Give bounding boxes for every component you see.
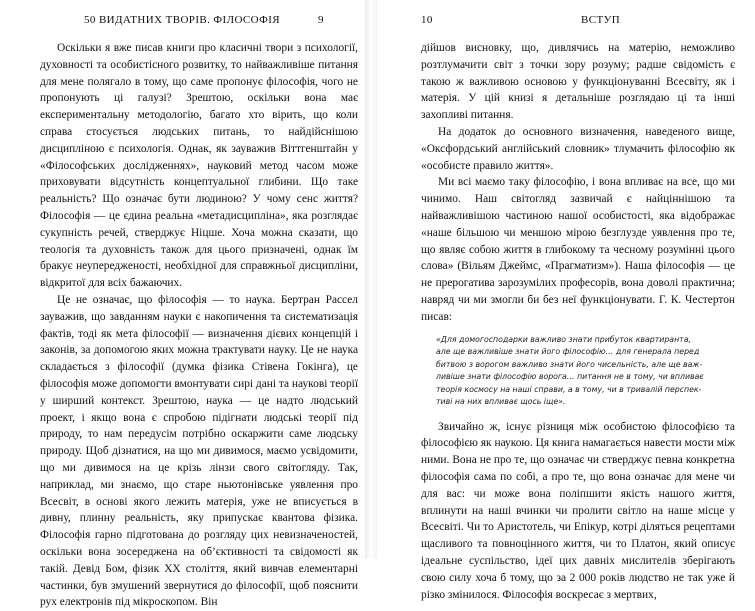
- body-paragraph: дійшов висновку, що, дивлячись на матерію, неможливо розтлумачити світ з точки зору розуму; радше свідомість є такою ж важливою основою у функціонуванні Всесвіту, як і матерія. У цій книзі я детальніше розглядаю ці та інші захопливі питання.: [421, 42, 735, 122]
- right-running-header: ВСТУП: [581, 14, 621, 26]
- left-page-body: [40, 40, 358, 611]
- left-running-header: 50 ВИДАТНИХ ТВОРІВ. ФІЛОСОФІЯ: [84, 14, 281, 26]
- body-paragraph: Оскільки я вже писав книги про класичні твори з психології, духовності та особистісного розвитку, то найважливіше питання для мене полягало в тому, що саме пропонує філософія, чого не пропонують ці галузі? Зрештою, оскільки вона має експериментальну методологію, багато хто вірить, що коли справа стосується людських питань, то найдійснішою дисципліною є психологія. Однак, як зауважив Віттгенштайн у «Філософських дослідженнях», науковий метод часом може приховувати відсутність концептуальної глибини. Що таке реальність? Що означає бути людиною? У чому сенс життя? Філософія — це єдина реальна «метадисципліна», яка розглядає сукупність речей, стверджує Ніцше. Хоча можна сказати, що теологія та духовність також для цього призначені, однак їм бракує неупередженості, необхідної для справжньої дисципліни, відкритої для всіх бажаючих.: [40, 42, 358, 290]
- quote-line: «Для домогосподарки важливо знати прибуток квартиранта,: [436, 334, 691, 344]
- quote-line: але ще важливіше знати його філософію… для генерала перед: [436, 347, 700, 357]
- body-paragraph: На додаток до основного визначення, наведеного вище, «Оксфордський англійський словник» тлумачить філософію як «особисте правило життя».: [421, 125, 735, 172]
- chesterton-quote: [436, 334, 735, 409]
- body-paragraph: Звичайно ж, існує різниця між особистою філософією та філософією як наукою. Ця книга намагається навести мости між ними. Вона не про те, що означає чи стверджує певна конкретна філософія сама по собі, а про те, що вона означає для мене чи для вас: чи може вона поліпшити якість нашого життя, вплинути на наші вчинки чи пролити світло на наше місце у Всесвіті. Чи то Аристотель, чи Епікур, котрі діляться рецептами щасливого та повноцінного життя, чи то Платон, який описує ідеальне суспільство, ідеї цих давніх мислителів зберігають свою силу хоча б тому, що за 2 000 років людство не так уже й різко змінилося. Філософія воскресає з мертвих,: [421, 420, 735, 601]
- right-page-number: 10: [421, 14, 433, 26]
- left-page-number: 9: [318, 14, 324, 26]
- left-page: [0, 0, 362, 609]
- quote-line: ливіше знати філософію ворога… питання не в тому, чи впливає: [436, 372, 704, 382]
- right-page-body: [421, 40, 735, 603]
- quote-line: теорія космосу на наші справи, а в тому, чи в тривалій перспек-: [436, 384, 702, 394]
- right-page: [376, 0, 738, 601]
- quote-line: тиві на них впливає щось іще».: [436, 397, 566, 407]
- body-paragraph: Ми всі маємо таку філософію, і вона впливає на все, що ми чинимо. Наш світогляд зазвичай є найціннішою та найважливішою частиною нашої особистості, яка відображає «наше більшою чи меншою мірою безглузде уявлення про те, що являє собою життя в глибокому та чесному розумінні цього слова» (Вільям Джеймс, «Прагматизм»). Наша філософія — це не прерогатива зарозумілих професорів, вона доволі практична; навряд чи ми змогли би без неї функціонувати. Г. К. Честертон писав:: [421, 176, 735, 323]
- quote-line: битвою з ворогом важливо знати його чисельність, але ще важ-: [436, 359, 703, 369]
- body-paragraph: Це не означає, що філософія — то наука. Бертран Рассел зауважив, що завданням науки є накопичення та систематизація фактів, тоді як мета філософії — визначення дієвих концепцій і законів, за допомогою яких можна трактувати науку. Це не наука складається з філософії (думка фізика Стівена Гокінга), це філософія може допомогти вмонтувати сирі дані та наукові теорії у ширший контекст. Зрештою, наука — це надто людський проект, і якщо вона є спробою підігнати людські теорії під природу, то нам передусім потрібно оскаржити саме людську природу. Щоб дізнатися, на що ми дивимося, маємо усвідомити, що ми дивимося на це крізь лінзи свого світогляду. Так, наприклад, ми знаємо, що старе ньютонівське уявлення про Всесвіт, в основі якого лежить матерія, уже не вписується в дивну, плинну реальність, яку припускає квантова фізика. Філософія гарно підготована до розгляду цих невизначеностей, оскільки вона зосереджена на об’єктивності та свідомості як такій. Девід Бом, фізик XX століття, який вивчав елементарні частинки, був змушений звернутися до філософії, щоб пояснити рух електронів під мікроскопом. Він: [40, 293, 358, 609]
